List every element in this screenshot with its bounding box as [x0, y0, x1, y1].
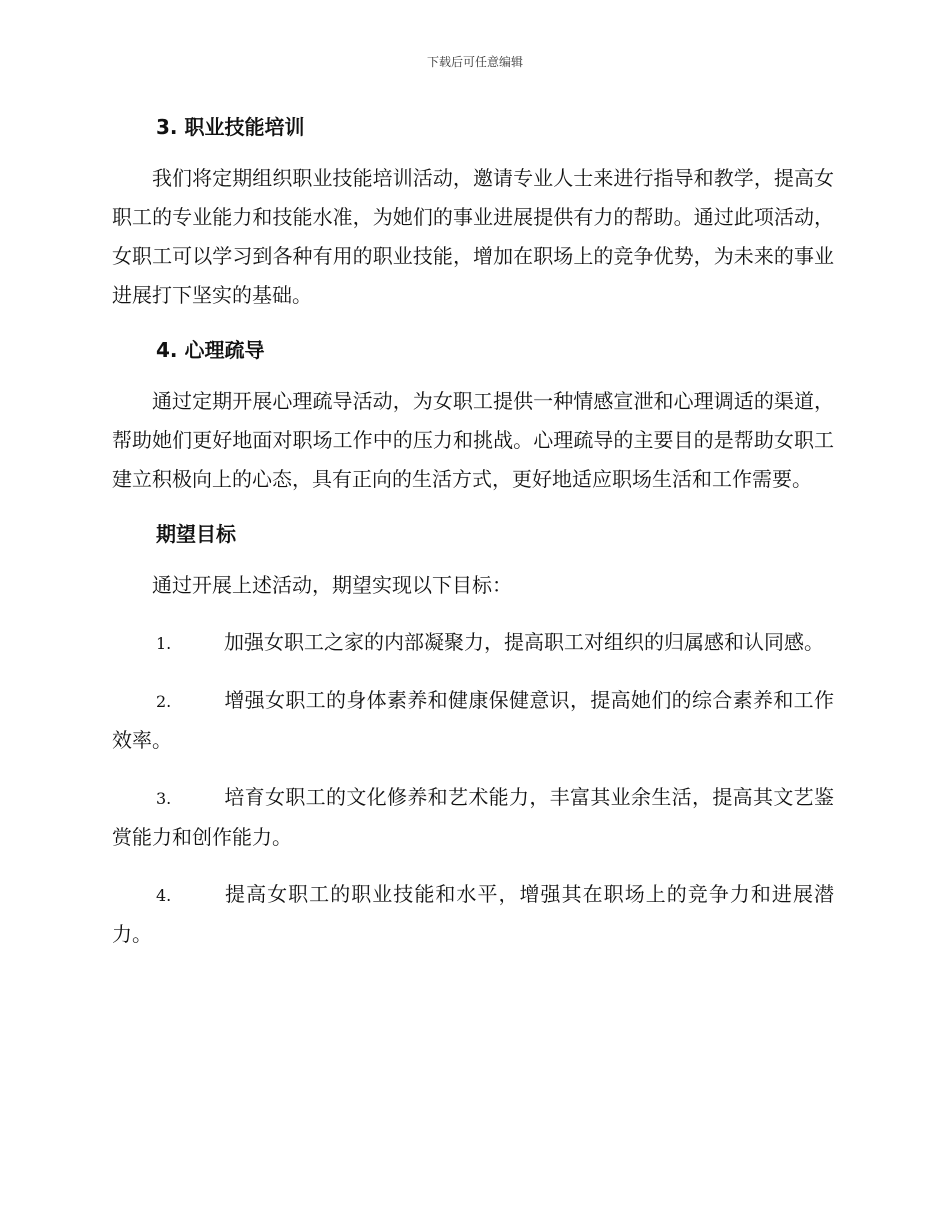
goal-number: 4.: [156, 886, 172, 905]
goal-text: 提高女职工的职业技能和水平，增强其在职场上的竞争力和进展潜力。: [112, 882, 834, 946]
section-heading-goals: 期望目标: [156, 522, 236, 546]
document-body: [112, 110, 834, 954]
page-header-note: 下载后可任意编辑: [426, 55, 523, 69]
goal-number: 1.: [156, 634, 172, 653]
section-heading-counseling: 4. 心理疏导: [156, 338, 265, 362]
goal-number: 2.: [156, 692, 172, 711]
goal-list-item: [112, 623, 834, 663]
goal-list-item: [112, 875, 834, 954]
goal-text: 增强女职工的身体素养和健康保健意识，提高她们的综合素养和工作效率。: [112, 688, 834, 752]
goals-intro: 通过开展上述活动，期望实现以下目标：: [152, 573, 512, 597]
section-heading-skills-training: 3. 职业技能培训: [156, 115, 305, 139]
goal-number: 3.: [156, 789, 172, 808]
section-paragraph-counseling: 通过定期开展心理疏导活动，为女职工提供一种情感宣泄和心理调适的渠道，帮助她们更好地面对职场工作中的压力和挑战。心理疏导的主要目的是帮助女职工建立积极向上的心态，具有正向的生活方式，更好地适应职场生活和工作需要。: [112, 389, 834, 491]
goal-text: 加强女职工之家的内部凝聚力，提高职工对组织的归属感和认同感。: [224, 630, 824, 654]
goal-list-item: [112, 778, 834, 857]
goal-text: 培育女职工的文化修养和艺术能力，丰富其业余生活，提高其文艺鉴赏能力和创作能力。: [112, 785, 834, 849]
section-paragraph-skills-training: 我们将定期组织职业技能培训活动，邀请专业人士来进行指导和教学，提高女职工的专业能力和技能水准，为她们的事业进展提供有力的帮助。通过此项活动，女职工可以学习到各种有用的职业技能，增加在职场上的竞争优势，为未来的事业进展打下坚实的基础。: [112, 166, 834, 307]
goal-list-item: [112, 681, 834, 760]
